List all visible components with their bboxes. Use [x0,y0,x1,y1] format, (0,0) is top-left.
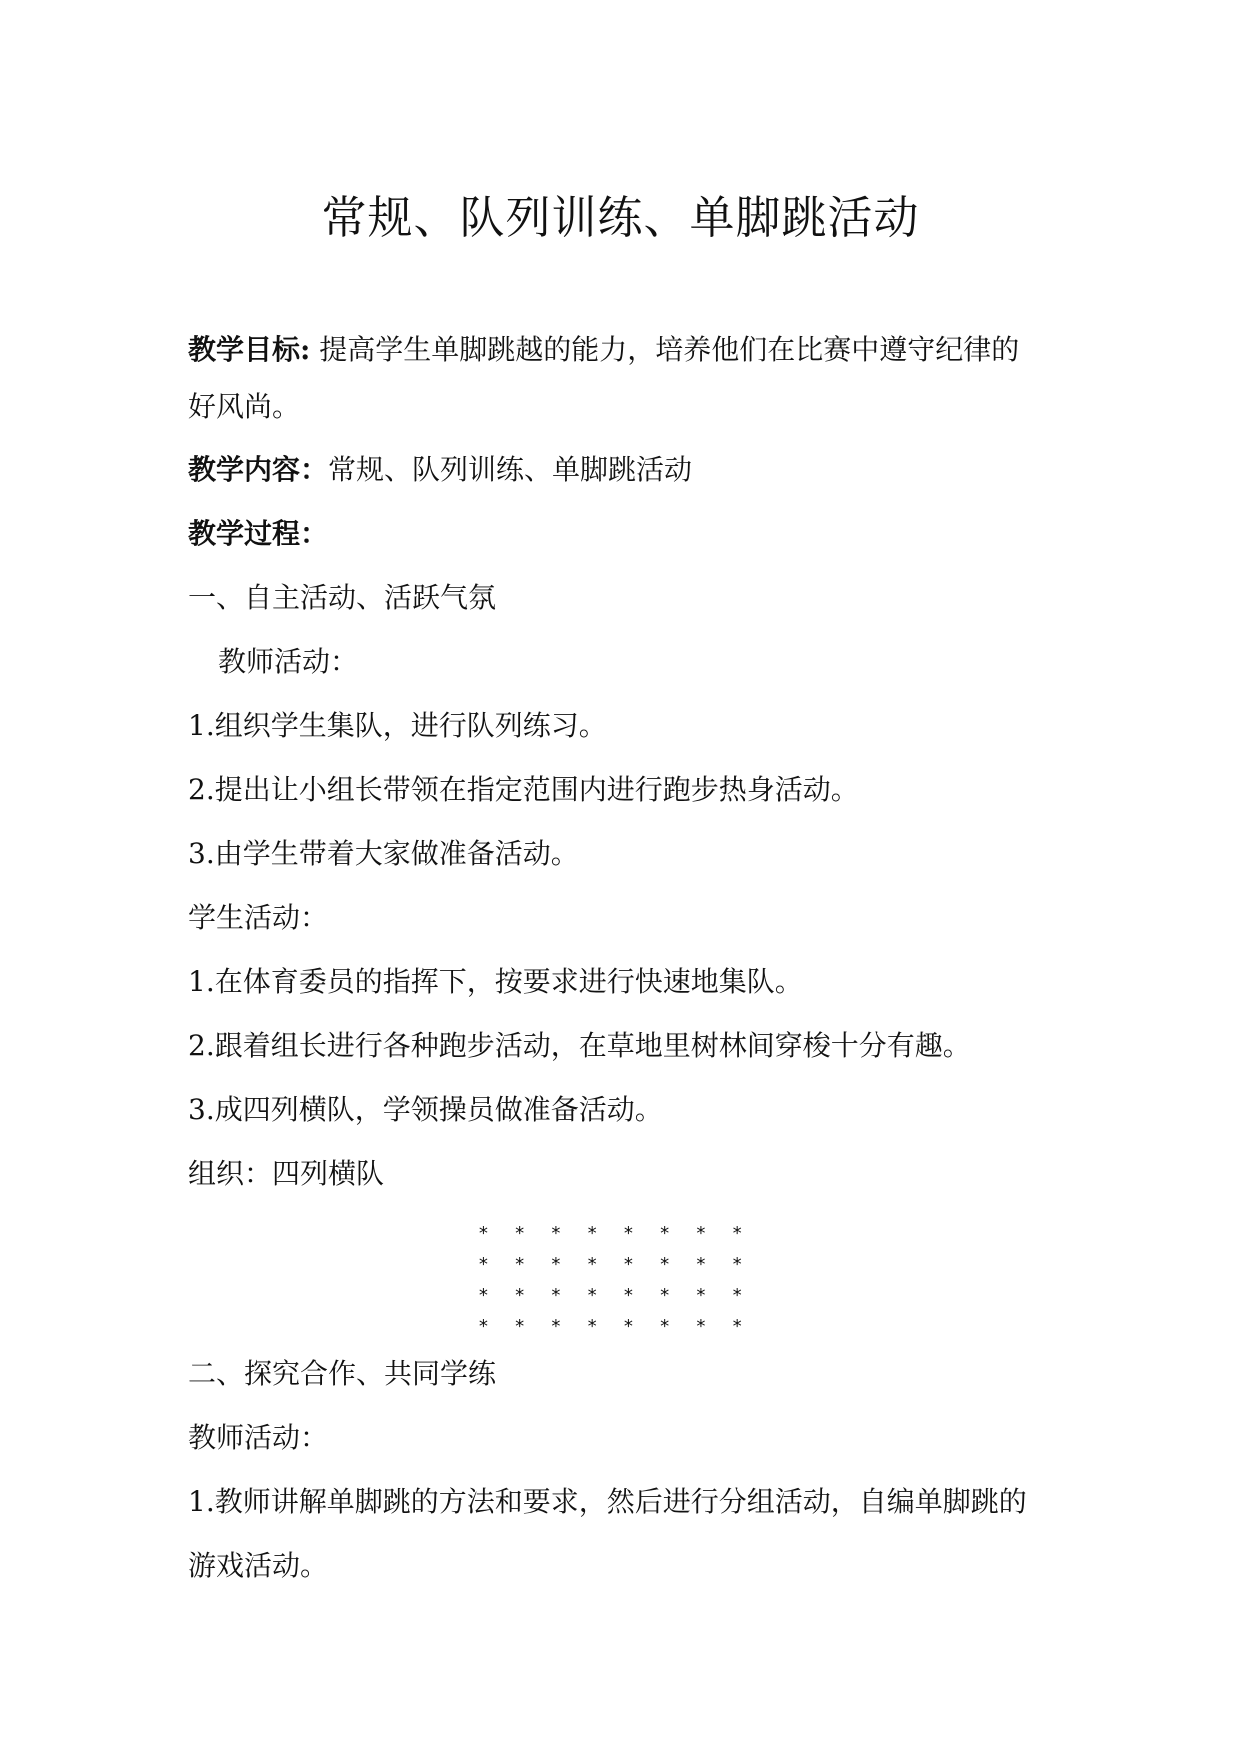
formation-star: * [659,1285,671,1306]
formation-star: * [514,1316,526,1337]
content-label: 教学内容： [188,453,329,486]
formation-star: * [695,1223,707,1244]
formation-row [478,1249,768,1280]
formation-star: * [659,1254,671,1275]
page-title: 常规、队列训练、单脚跳活动 [321,191,920,244]
teacher-2-item-1-line-1: 1.教师讲解单脚跳的方法和要求，然后进行分组活动，自编单脚跳的 [188,1485,1027,1518]
formation-star: * [478,1316,489,1337]
student-item-1: 1.在体育委员的指挥下，按要求进行快速地集队。 [188,965,803,998]
content-line [188,450,692,490]
formation-star: * [514,1254,526,1275]
objective-line-1 [188,330,1019,370]
formation-star: * [695,1285,707,1306]
formation-star: * [550,1223,562,1244]
formation-star: * [623,1254,634,1275]
formation-star: * [731,1285,743,1306]
teacher-item-3: 3.由学生带着大家做准备活动。 [188,837,579,870]
objective-line-2: 好风尚。 [188,390,301,423]
formation-star: * [478,1254,489,1275]
formation-star: * [623,1316,634,1337]
student-item-3: 3.成四列横队，学领操员做准备活动。 [188,1093,663,1126]
formation-star: * [623,1223,634,1244]
formation-row [478,1218,768,1249]
section-2-title: 二、探究合作、共同学练 [188,1357,497,1390]
section-1-title: 一、自主活动、活跃气氛 [188,581,497,614]
teacher-activity-heading-2: 教师活动： [188,1421,329,1454]
student-item-2: 2.跟着组长进行各种跑步活动，在草地里树林间穿梭十分有趣。 [188,1029,971,1062]
formation-star: * [478,1223,489,1244]
formation-star: * [731,1254,743,1275]
formation-star: * [586,1285,598,1306]
formation-star: * [659,1223,671,1244]
objective-text: 提高学生单脚跳越的能力，培养他们在比赛中遵守纪律的 [310,333,1020,366]
teacher-2-item-1-line-2: 游戏活动。 [188,1549,329,1582]
formation-star: * [478,1285,489,1306]
teacher-item-2: 2.提出让小组长带领在指定范围内进行跑步热身活动。 [188,773,859,806]
formation-star: * [731,1316,743,1337]
formation-star: * [514,1285,526,1306]
formation-star: * [550,1316,562,1337]
organization-line: 组织：四列横队 [188,1157,385,1190]
process-label: 教学过程： [188,517,329,550]
formation-star: * [586,1254,598,1275]
objective-label: 教学目标: [188,333,311,366]
formation-grid [478,1218,768,1342]
formation-star: * [659,1316,671,1337]
teacher-activity-heading-1: 教师活动： [218,645,359,678]
formation-row [478,1280,768,1311]
formation-star: * [695,1254,707,1275]
formation-star: * [550,1285,562,1306]
student-activity-heading: 学生活动： [188,901,329,934]
formation-row [478,1311,768,1342]
formation-star: * [550,1254,562,1275]
formation-star: * [623,1285,634,1306]
teacher-item-1: 1.组织学生集队，进行队列练习。 [188,709,607,742]
formation-star: * [586,1316,598,1337]
content-text: 常规、队列训练、单脚跳活动 [328,453,693,486]
formation-star: * [731,1223,743,1244]
formation-star: * [695,1316,707,1337]
formation-star: * [586,1223,598,1244]
formation-star: * [514,1223,526,1244]
